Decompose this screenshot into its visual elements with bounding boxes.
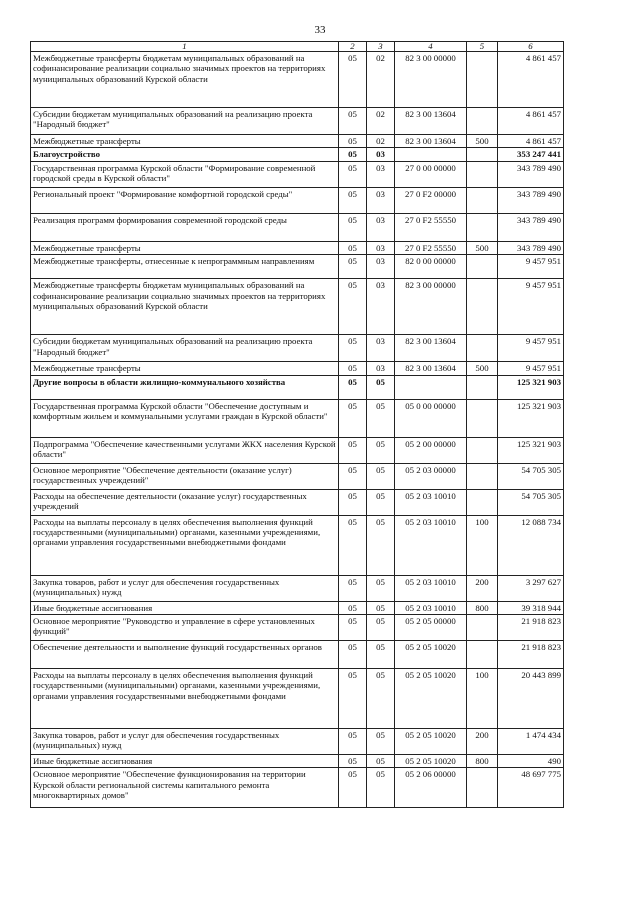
expense-type-cell xyxy=(467,489,498,515)
amount-cell: 54 705 305 xyxy=(498,463,564,489)
subsection-code-cell: 03 xyxy=(367,213,395,241)
target-article-cell: 05 2 05 10020 xyxy=(395,669,467,729)
row-name-cell: Расходы на выплаты персоналу в целях обеспечения выполнения функций государственными (муниципальными) органами, казенными учреждениями, органами управления государственными внебюджетными фондами xyxy=(31,515,339,575)
amount-cell: 353 247 441 xyxy=(498,148,564,161)
table-row xyxy=(31,515,564,575)
row-name-cell: Субсидии бюджетам муниципальных образований на реализацию проекта "Народный бюджет" xyxy=(31,335,339,362)
section-code-cell: 05 xyxy=(339,755,367,768)
row-name-cell: Межбюджетные трансферты xyxy=(31,135,339,148)
subsection-code-cell: 05 xyxy=(367,615,395,641)
expense-type-cell: 100 xyxy=(467,515,498,575)
table-row xyxy=(31,399,564,437)
subsection-code-cell: 05 xyxy=(367,575,395,601)
row-name-cell: Подпрограмма "Обеспечение качественными услугами ЖКХ населения Курской области" xyxy=(31,437,339,463)
subsection-code-cell: 03 xyxy=(367,335,395,362)
expense-type-cell xyxy=(467,437,498,463)
target-article-cell: 82 3 00 00000 xyxy=(395,52,467,108)
target-article-cell: 05 2 03 10010 xyxy=(395,515,467,575)
section-code-cell: 05 xyxy=(339,241,367,254)
amount-cell: 12 088 734 xyxy=(498,515,564,575)
target-article-cell: 05 2 03 10010 xyxy=(395,489,467,515)
row-name-cell: Региональный проект "Формирование комфортной городской среды" xyxy=(31,187,339,213)
row-name-cell: Основное мероприятие "Руководство и управление в сфере установленных функций" xyxy=(31,615,339,641)
expense-type-cell xyxy=(467,255,498,279)
row-name-cell: Межбюджетные трансферты xyxy=(31,362,339,375)
target-article-cell: 27 0 F2 00000 xyxy=(395,187,467,213)
section-code-cell: 05 xyxy=(339,729,367,755)
subsection-code-cell: 03 xyxy=(367,241,395,254)
subsection-code-cell: 05 xyxy=(367,375,395,399)
target-article-cell: 05 2 05 00000 xyxy=(395,615,467,641)
table-row xyxy=(31,437,564,463)
subsection-code-cell: 02 xyxy=(367,108,395,135)
row-name-cell: Межбюджетные трансферты бюджетам муниципальных образований на софинансирование реализации социально значимых проектов на территориях муниципальных образований Курской области xyxy=(31,279,339,335)
target-article-cell: 05 2 00 00000 xyxy=(395,437,467,463)
row-name-cell: Государственная программа Курской области "Формирование современной городской среды в Курской области" xyxy=(31,161,339,187)
table-row xyxy=(31,52,564,108)
section-code-cell: 05 xyxy=(339,362,367,375)
target-article-cell: 05 2 05 10020 xyxy=(395,641,467,669)
table-body xyxy=(31,52,564,808)
amount-cell: 39 318 944 xyxy=(498,601,564,614)
column-header: 3 xyxy=(367,42,395,52)
table-row xyxy=(31,148,564,161)
expense-type-cell: 500 xyxy=(467,135,498,148)
section-code-cell: 05 xyxy=(339,213,367,241)
target-article-cell: 27 0 00 00000 xyxy=(395,161,467,187)
section-code-cell: 05 xyxy=(339,187,367,213)
expense-type-cell xyxy=(467,375,498,399)
header-row xyxy=(31,42,564,52)
table-row xyxy=(31,669,564,729)
section-code-cell: 05 xyxy=(339,335,367,362)
section-code-cell: 05 xyxy=(339,601,367,614)
section-code-cell: 05 xyxy=(339,279,367,335)
section-code-cell: 05 xyxy=(339,148,367,161)
amount-cell: 1 474 434 xyxy=(498,729,564,755)
table-row xyxy=(31,279,564,335)
table-row xyxy=(31,601,564,614)
subsection-code-cell: 05 xyxy=(367,641,395,669)
expense-type-cell xyxy=(467,768,498,808)
amount-cell: 9 457 951 xyxy=(498,335,564,362)
row-name-cell: Закупка товаров, работ и услуг для обеспечения государственных (муниципальных) нужд xyxy=(31,575,339,601)
expense-type-cell xyxy=(467,279,498,335)
subsection-code-cell: 03 xyxy=(367,255,395,279)
section-code-cell: 05 xyxy=(339,255,367,279)
amount-cell: 125 321 903 xyxy=(498,375,564,399)
row-name-cell: Реализация программ формирования современной городской среды xyxy=(31,213,339,241)
expense-type-cell xyxy=(467,615,498,641)
expense-type-cell xyxy=(467,108,498,135)
subsection-code-cell: 05 xyxy=(367,515,395,575)
row-name-cell: Другие вопросы в области жилищно-коммунального хозяйства xyxy=(31,375,339,399)
subsection-code-cell: 05 xyxy=(367,437,395,463)
target-article-cell: 27 0 F2 55550 xyxy=(395,241,467,254)
subsection-code-cell: 05 xyxy=(367,669,395,729)
expense-type-cell: 500 xyxy=(467,362,498,375)
row-name-cell: Основное мероприятие "Обеспечение функционирования на территории Курской области региональной системы капитального ремонта многоквартирных домов" xyxy=(31,768,339,808)
subsection-code-cell: 05 xyxy=(367,729,395,755)
column-header: 1 xyxy=(31,42,339,52)
target-article-cell: 27 0 F2 55550 xyxy=(395,213,467,241)
amount-cell: 490 xyxy=(498,755,564,768)
section-code-cell: 05 xyxy=(339,161,367,187)
expense-type-cell xyxy=(467,148,498,161)
section-code-cell: 05 xyxy=(339,399,367,437)
subsection-code-cell: 02 xyxy=(367,52,395,108)
row-name-cell: Межбюджетные трансферты xyxy=(31,241,339,254)
row-name-cell: Государственная программа Курской области "Обеспечение доступным и комфортным жильем и коммунальными услугами граждан в Курской области" xyxy=(31,399,339,437)
expense-type-cell: 200 xyxy=(467,729,498,755)
table-row xyxy=(31,729,564,755)
target-article-cell: 82 0 00 00000 xyxy=(395,255,467,279)
table-row xyxy=(31,375,564,399)
expense-type-cell: 100 xyxy=(467,669,498,729)
expense-type-cell: 800 xyxy=(467,601,498,614)
amount-cell: 9 457 951 xyxy=(498,279,564,335)
target-article-cell: 05 2 06 00000 xyxy=(395,768,467,808)
row-name-cell: Иные бюджетные ассигнования xyxy=(31,601,339,614)
budget-table xyxy=(30,41,564,808)
amount-cell: 4 861 457 xyxy=(498,52,564,108)
amount-cell: 54 705 305 xyxy=(498,489,564,515)
expense-type-cell xyxy=(467,52,498,108)
table-row xyxy=(31,335,564,362)
expense-type-cell xyxy=(467,641,498,669)
expense-type-cell: 800 xyxy=(467,755,498,768)
expense-type-cell xyxy=(467,399,498,437)
subsection-code-cell: 05 xyxy=(367,755,395,768)
section-code-cell: 05 xyxy=(339,768,367,808)
table-row xyxy=(31,241,564,254)
row-name-cell: Основное мероприятие "Обеспечение деятельности (оказание услуг) государственных учреждений" xyxy=(31,463,339,489)
target-article-cell xyxy=(395,375,467,399)
budget-table-container xyxy=(30,41,563,808)
column-header: 5 xyxy=(467,42,498,52)
target-article-cell: 05 2 03 00000 xyxy=(395,463,467,489)
table-row xyxy=(31,161,564,187)
section-code-cell: 05 xyxy=(339,375,367,399)
row-name-cell: Межбюджетные трансферты, отнесенные к непрограммным направлениям xyxy=(31,255,339,279)
subsection-code-cell: 02 xyxy=(367,135,395,148)
section-code-cell: 05 xyxy=(339,489,367,515)
table-row xyxy=(31,362,564,375)
table-row xyxy=(31,641,564,669)
subsection-code-cell: 05 xyxy=(367,399,395,437)
section-code-cell: 05 xyxy=(339,463,367,489)
target-article-cell: 05 2 03 10010 xyxy=(395,575,467,601)
amount-cell: 3 297 627 xyxy=(498,575,564,601)
row-name-cell: Обеспечение деятельности и выполнение функций государственных органов xyxy=(31,641,339,669)
subsection-code-cell: 03 xyxy=(367,187,395,213)
table-row xyxy=(31,463,564,489)
table-row xyxy=(31,615,564,641)
expense-type-cell: 500 xyxy=(467,241,498,254)
section-code-cell: 05 xyxy=(339,669,367,729)
section-code-cell: 05 xyxy=(339,615,367,641)
section-code-cell: 05 xyxy=(339,437,367,463)
expense-type-cell xyxy=(467,161,498,187)
target-article-cell: 05 0 00 00000 xyxy=(395,399,467,437)
table-row xyxy=(31,489,564,515)
page-number: 33 xyxy=(314,24,326,36)
expense-type-cell: 200 xyxy=(467,575,498,601)
target-article-cell: 05 2 03 10010 xyxy=(395,601,467,614)
amount-cell: 21 918 823 xyxy=(498,615,564,641)
section-code-cell: 05 xyxy=(339,52,367,108)
target-article-cell: 82 3 00 13604 xyxy=(395,362,467,375)
amount-cell: 48 697 775 xyxy=(498,768,564,808)
amount-cell: 20 443 899 xyxy=(498,669,564,729)
subsection-code-cell: 05 xyxy=(367,768,395,808)
row-name-cell: Межбюджетные трансферты бюджетам муниципальных образований на софинансирование реализации социально значимых проектов на территориях муниципальных образований Курской области xyxy=(31,52,339,108)
amount-cell: 343 789 490 xyxy=(498,161,564,187)
target-article-cell xyxy=(395,148,467,161)
amount-cell: 343 789 490 xyxy=(498,187,564,213)
section-code-cell: 05 xyxy=(339,641,367,669)
row-name-cell: Субсидии бюджетам муниципальных образований на реализацию проекта "Народный бюджет" xyxy=(31,108,339,135)
target-article-cell: 82 3 00 13604 xyxy=(395,108,467,135)
table-row xyxy=(31,135,564,148)
expense-type-cell xyxy=(467,463,498,489)
amount-cell: 343 789 490 xyxy=(498,241,564,254)
section-code-cell: 05 xyxy=(339,108,367,135)
row-name-cell: Иные бюджетные ассигнования xyxy=(31,755,339,768)
expense-type-cell xyxy=(467,335,498,362)
table-row xyxy=(31,768,564,808)
column-header: 6 xyxy=(498,42,564,52)
section-code-cell: 05 xyxy=(339,575,367,601)
amount-cell: 21 918 823 xyxy=(498,641,564,669)
target-article-cell: 05 2 05 10020 xyxy=(395,755,467,768)
target-article-cell: 05 2 05 10020 xyxy=(395,729,467,755)
column-header: 2 xyxy=(339,42,367,52)
table-row xyxy=(31,213,564,241)
subsection-code-cell: 03 xyxy=(367,279,395,335)
expense-type-cell xyxy=(467,187,498,213)
target-article-cell: 82 3 00 13604 xyxy=(395,135,467,148)
amount-cell: 343 789 490 xyxy=(498,213,564,241)
column-header: 4 xyxy=(395,42,467,52)
amount-cell: 9 457 951 xyxy=(498,362,564,375)
row-name-cell: Расходы на обеспечение деятельности (оказание услуг) государственных учреждений xyxy=(31,489,339,515)
table-row xyxy=(31,255,564,279)
amount-cell: 4 861 457 xyxy=(498,108,564,135)
row-name-cell: Закупка товаров, работ и услуг для обеспечения государственных (муниципальных) нужд xyxy=(31,729,339,755)
subsection-code-cell: 05 xyxy=(367,489,395,515)
table-row xyxy=(31,575,564,601)
subsection-code-cell: 03 xyxy=(367,161,395,187)
amount-cell: 9 457 951 xyxy=(498,255,564,279)
row-name-cell: Благоустройство xyxy=(31,148,339,161)
subsection-code-cell: 03 xyxy=(367,362,395,375)
expense-type-cell xyxy=(467,213,498,241)
table-row xyxy=(31,187,564,213)
section-code-cell: 05 xyxy=(339,515,367,575)
table-row xyxy=(31,108,564,135)
subsection-code-cell: 03 xyxy=(367,148,395,161)
amount-cell: 125 321 903 xyxy=(498,399,564,437)
amount-cell: 4 861 457 xyxy=(498,135,564,148)
section-code-cell: 05 xyxy=(339,135,367,148)
target-article-cell: 82 3 00 00000 xyxy=(395,279,467,335)
row-name-cell: Расходы на выплаты персоналу в целях обеспечения выполнения функций государственными (муниципальными) органами, казенными учреждениями, органами управления государственными внебюджетными фондами xyxy=(31,669,339,729)
subsection-code-cell: 05 xyxy=(367,463,395,489)
table-row xyxy=(31,755,564,768)
subsection-code-cell: 05 xyxy=(367,601,395,614)
target-article-cell: 82 3 00 13604 xyxy=(395,335,467,362)
amount-cell: 125 321 903 xyxy=(498,437,564,463)
